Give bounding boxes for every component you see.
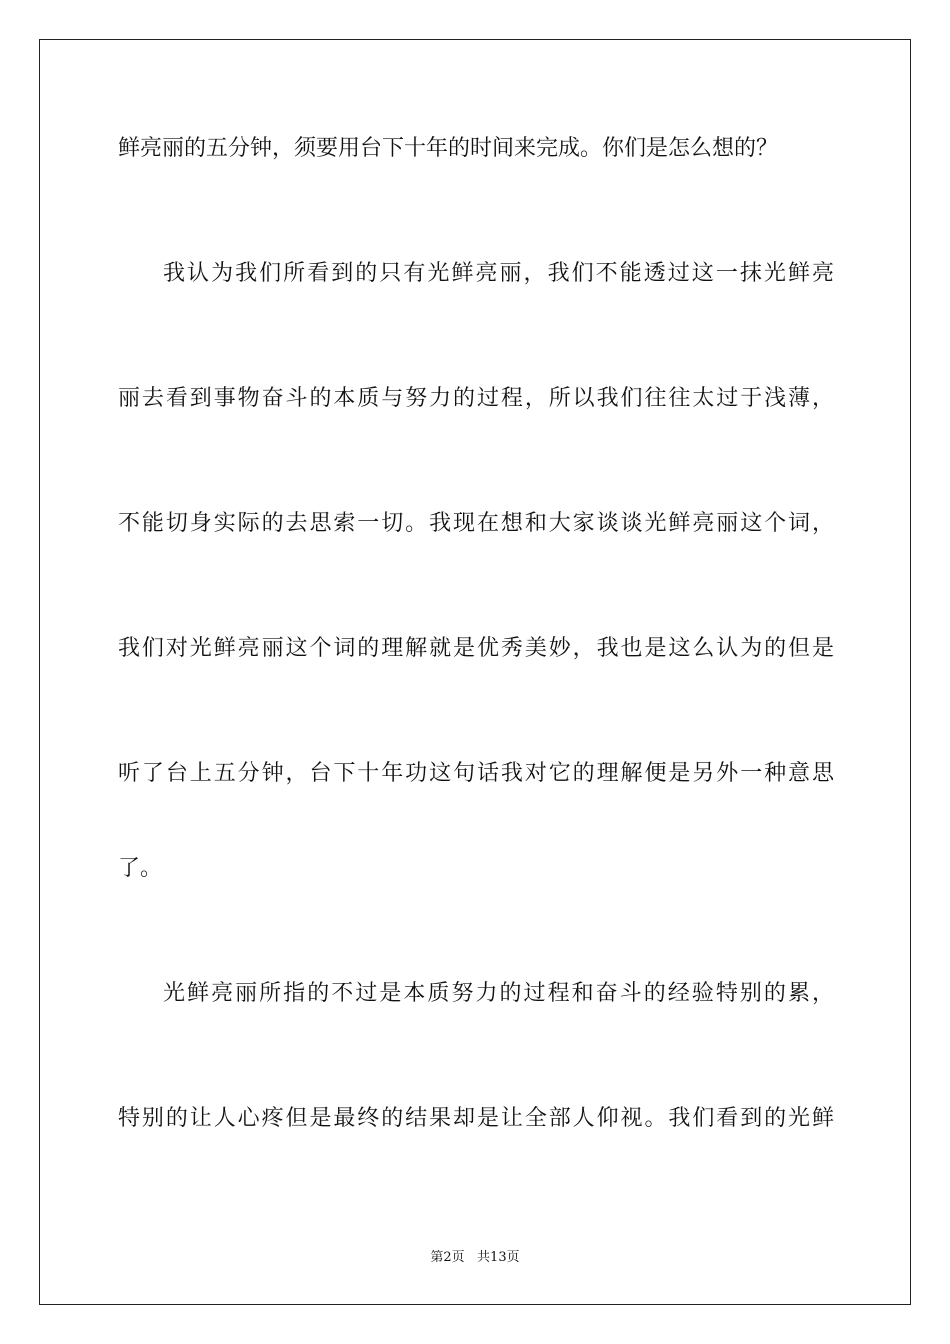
text-line: 特别的让人心疼但是最终的结果却是让全部人仰视。我们看到的光鲜 bbox=[118, 1106, 834, 1131]
text-line: 光鲜亮丽所指的不过是本质努力的过程和奋斗的经验特别的累， bbox=[163, 981, 834, 1006]
text-line: 听了台上五分钟，台下十年功这句话我对它的理解便是另外一种意思 bbox=[118, 761, 834, 786]
text-line: 不能切身实际的去思索一切。我现在想和大家谈谈光鲜亮丽这个词， bbox=[118, 511, 834, 536]
text-line: 了。 bbox=[118, 856, 163, 881]
text-line: 我们对光鲜亮丽这个词的理解就是优秀美妙，我也是这么认为的但是 bbox=[118, 636, 834, 661]
text-line: 鲜亮丽的五分钟，须要用台下十年的时间来完成。你们是怎么想的？ bbox=[118, 136, 779, 161]
page-number: 第2页 共13页 bbox=[430, 1250, 520, 1265]
text-line: 丽去看到事物奋斗的本质与努力的过程，所以我们往往太过于浅薄， bbox=[118, 386, 834, 411]
text-line: 我认为我们所看到的只有光鲜亮丽，我们不能透过这一抹光鲜亮 bbox=[163, 261, 834, 286]
